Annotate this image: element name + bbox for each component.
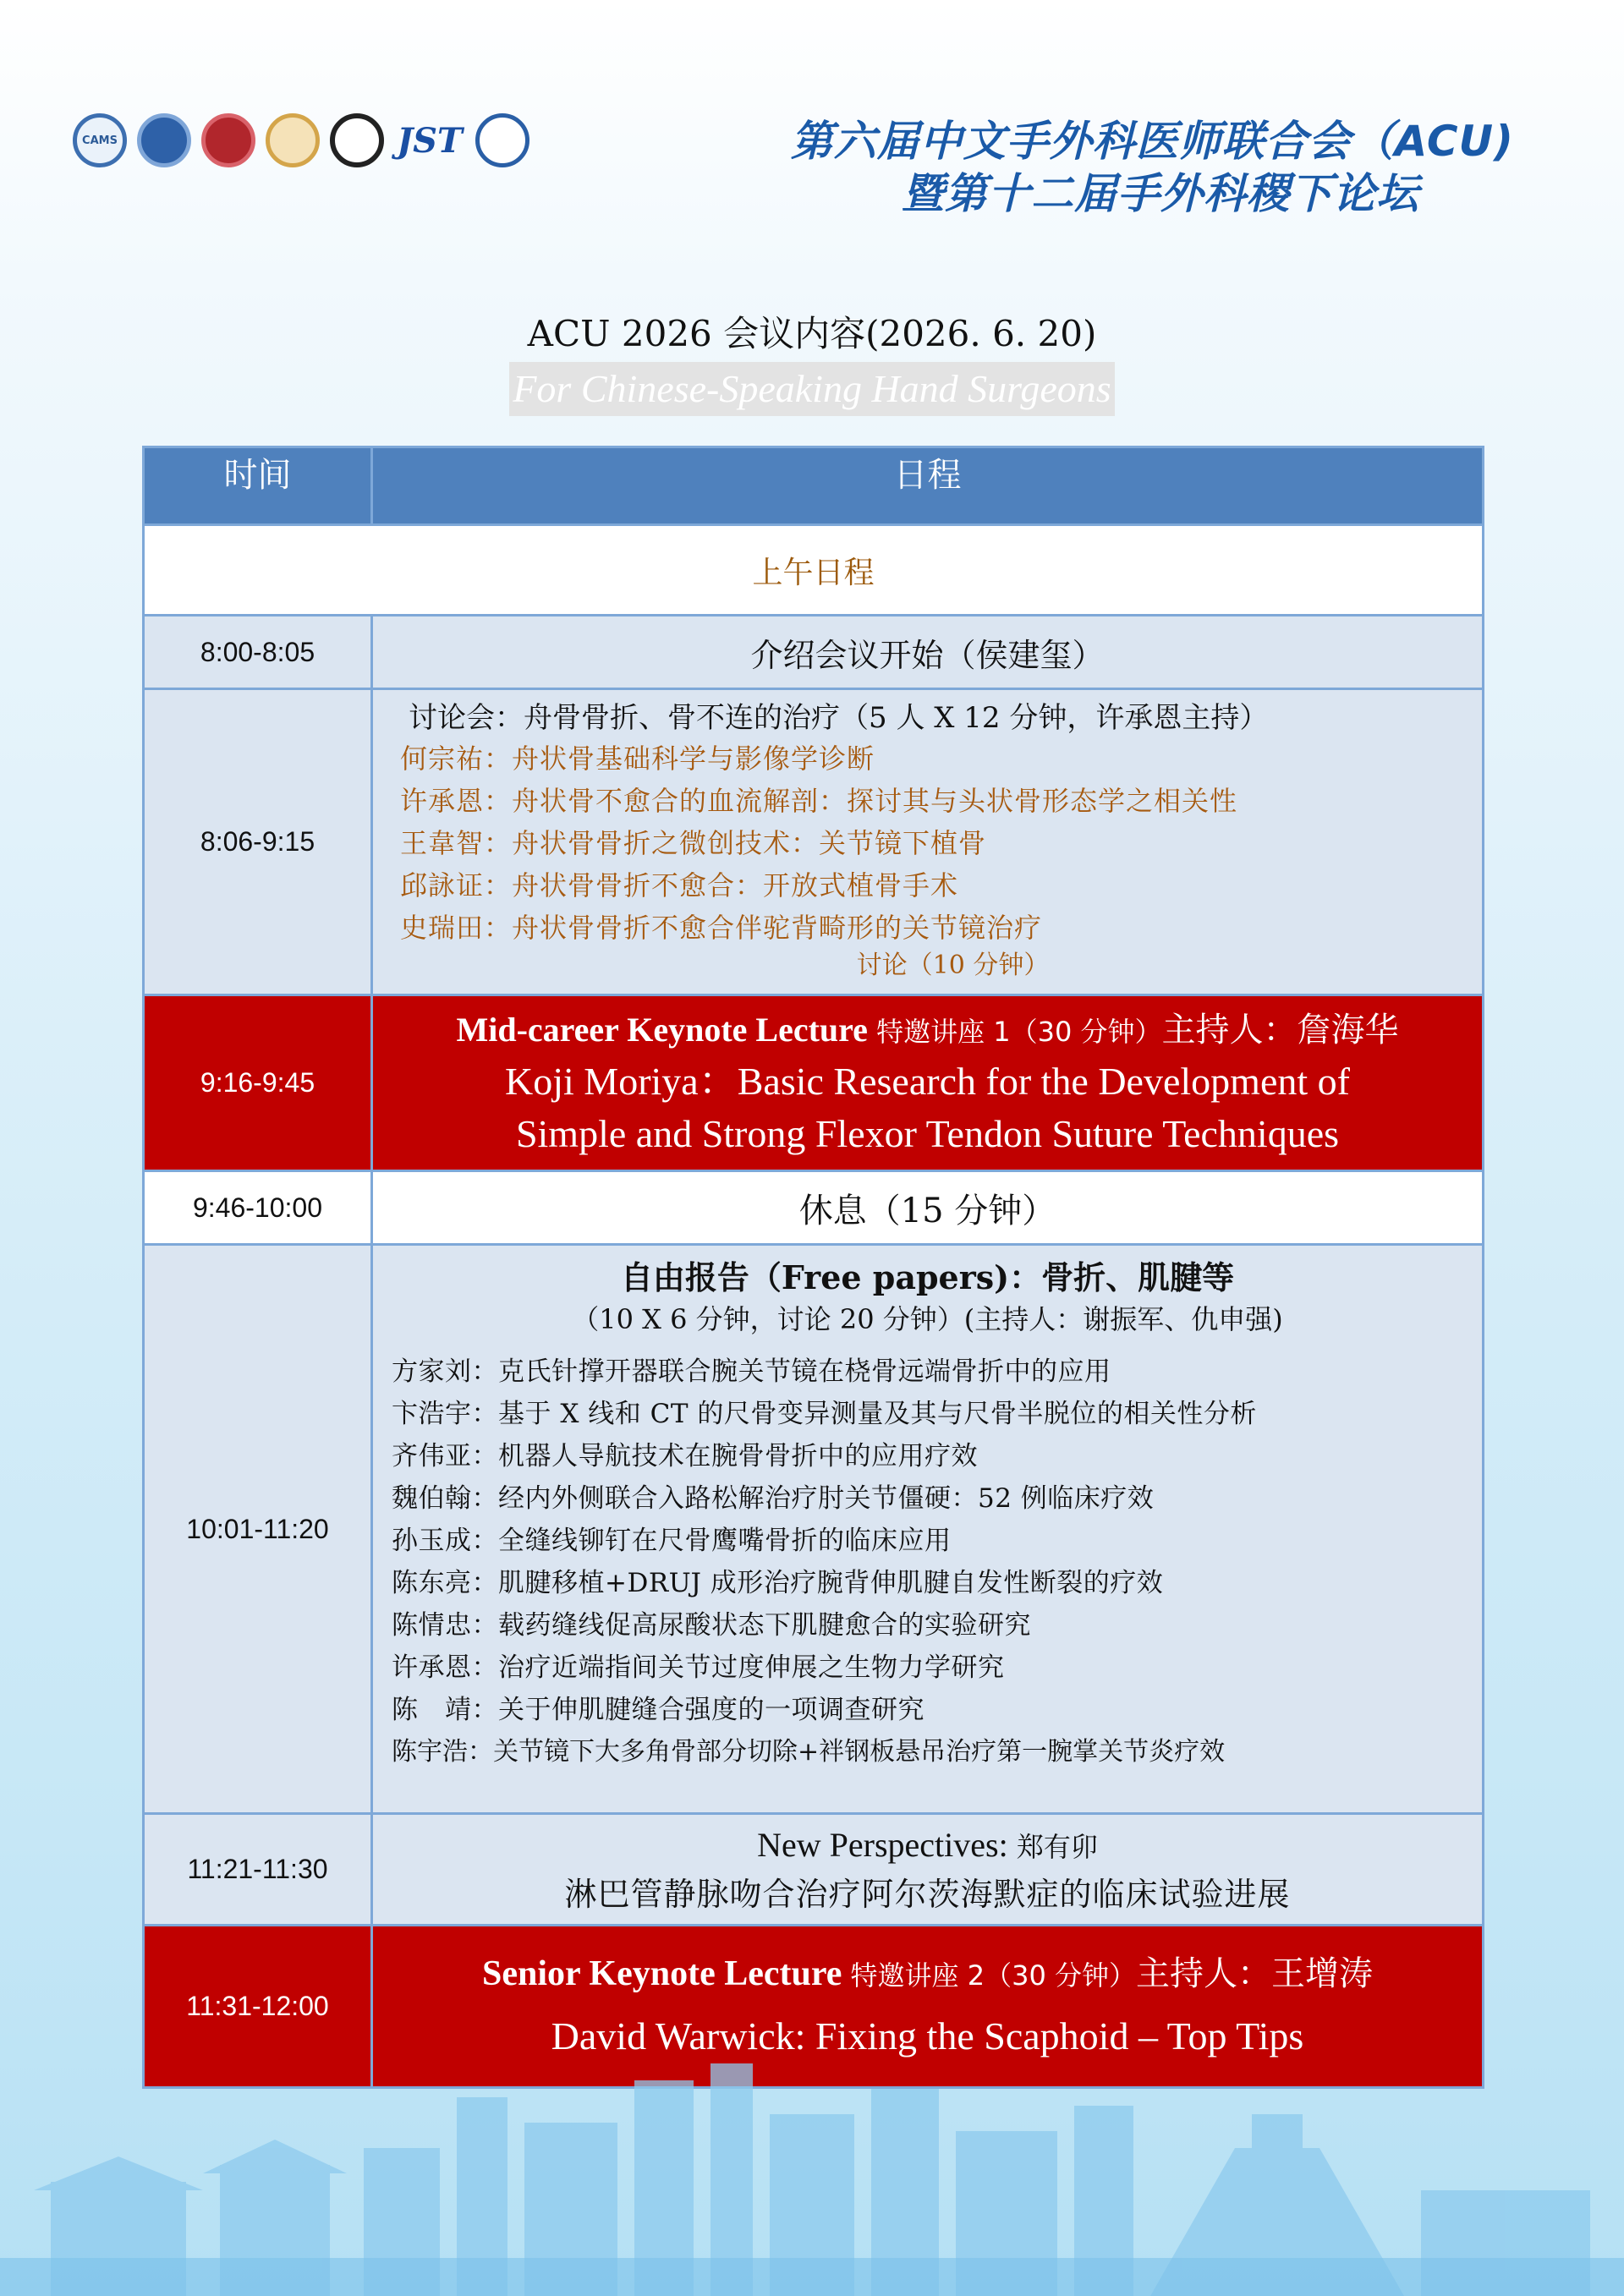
list-item: 陈 靖：关于伸肌腱缝合强度的一项调查研究	[392, 1695, 924, 1725]
keynote-title: Senior Keynote Lecture	[482, 1954, 842, 1993]
sponsor-logos	[73, 113, 529, 167]
medical-society-logo	[137, 113, 191, 167]
table-row	[144, 1814, 1484, 1926]
list-item: 史瑞田：舟状骨骨折不愈合伴驼背畸形的关节镜治疗	[400, 912, 1043, 944]
table-row	[144, 689, 1484, 995]
hospital-logo	[266, 113, 320, 167]
keynote-title-zh: 特邀讲座 1（30 分钟）	[867, 1015, 1162, 1048]
keynote-host: 主持人：王增涛	[1135, 1954, 1373, 1993]
conference-title-line2: 暨第十二届手外科稷下论坛	[902, 169, 1419, 218]
list-item: 陈宇浩：关节镜下大多角骨部分切除+袢钢板悬吊治疗第一腕掌关节炎疗效	[392, 1737, 1226, 1767]
jst-logo: JST	[397, 120, 463, 161]
time-cell: 8:00-8:05	[144, 616, 372, 689]
time-cell: 11:21-11:30	[144, 1814, 372, 1926]
agenda-cell: 介绍会议开始（侯建玺）	[372, 616, 1484, 689]
institute-logo	[475, 113, 529, 167]
free-papers-cell	[372, 1245, 1484, 1814]
am-section-label: 上午日程	[144, 525, 1484, 616]
list-item: 陈情忠：载药缝线促高尿酸状态下肌腱愈合的实验研究	[392, 1610, 1031, 1641]
city-skyline-illustration	[0, 2063, 1624, 2296]
list-item: 魏伯翰：经内外侧联合入路松解治疗肘关节僵硬：52 例临床疗效	[392, 1483, 1155, 1514]
list-item: 王韋智：舟状骨骨折之微创技术：关节镜下植骨	[400, 827, 987, 859]
keynote-title: Mid-career Keynote Lecture	[456, 1010, 868, 1049]
time-cell: 10:01-11:20	[144, 1245, 372, 1814]
table-row	[144, 995, 1484, 1171]
cams-logo: CAMS	[73, 113, 127, 167]
forum-logo	[330, 113, 384, 167]
time-cell: 8:06-9:15	[144, 689, 372, 995]
discussion-cell	[372, 689, 1484, 995]
time-cell: 9:46-10:00	[144, 1171, 372, 1245]
table-row	[144, 1171, 1484, 1245]
break-cell: 休息（15 分钟）	[372, 1171, 1484, 1245]
free-papers-heading: 自由报告（Free papers)：骨折、肌腱等	[620, 1258, 1235, 1296]
program-tagline: For Chinese-Speaking Hand Surgeons	[509, 362, 1114, 416]
keynote-host: 主持人：詹海华	[1161, 1010, 1399, 1049]
col-header-agenda: 日程	[372, 447, 1484, 525]
new-perspectives-topic: 淋巴管静脉吻合治疗阿尔茨海默症的临床试验进展	[564, 1875, 1291, 1913]
list-item: 许承恩：舟状骨不愈合的血流解剖：探讨其与头状骨形态学之相关性	[400, 785, 1238, 817]
list-item: 邱詠证：舟状骨骨折不愈合：开放式植骨手术	[400, 869, 959, 901]
schedule-table	[142, 446, 1484, 2089]
keynote-line: Koji Moriya：Basic Research for the Development of	[505, 1059, 1350, 1103]
list-item: 许承恩：治疗近端指间关节过度伸展之生物力学研究	[392, 1652, 1005, 1683]
list-item: 齐伟亚：机器人导航技术在腕骨骨折中的应用疗效	[392, 1441, 978, 1471]
table-header-row	[144, 447, 1484, 525]
conference-title-line1: 第六届中文手外科医师联合会（ACU)	[790, 117, 1514, 166]
table-row	[144, 616, 1484, 689]
time-cell: 11:31-12:00	[144, 1926, 372, 2088]
list-item: 孙玉成：全缝线铆钉在尺骨鹰嘴骨折的临床应用	[392, 1526, 952, 1556]
free-papers-subheading: （10 X 6 分钟，讨论 20 分钟）(主持人：谢振军、仇申强)	[572, 1303, 1283, 1335]
conference-title	[791, 115, 1514, 220]
list-item: 卞浩宇：基于 X 线和 CT 的尺骨变异测量及其与尺骨半脱位的相关性分析	[392, 1399, 1257, 1429]
am-section-row	[144, 525, 1484, 616]
keynote-line: Simple and Strong Flexor Tendon Suture Techniques	[515, 1111, 1340, 1155]
keynote-cell	[372, 995, 1484, 1171]
table-row	[144, 1245, 1484, 1814]
program-subtitle: ACU 2026 会议内容(2026. 6. 20)	[527, 313, 1097, 354]
new-perspectives-cell	[372, 1814, 1484, 1926]
list-item: 方家刘：克氏针撑开器联合腕关节镜在桡骨远端骨折中的应用	[392, 1356, 1111, 1387]
keynote-line: David Warwick: Fixing the Scaphoid – Top Tips	[551, 2014, 1304, 2058]
keynote-title-zh: 特邀讲座 2（30 分钟）	[842, 1959, 1136, 1992]
col-header-time: 时间	[144, 447, 372, 525]
list-item: 何宗祐：舟状骨基础科学与影像学诊断	[400, 743, 875, 775]
time-cell: 9:16-9:45	[144, 995, 372, 1171]
new-perspectives-speaker: 郑有卯	[1007, 1830, 1098, 1863]
discussion-heading: 讨论会：舟骨骨折、骨不连的治疗（5 人 X 12 分钟，许承恩主持）	[409, 701, 1269, 735]
new-perspectives-label: New Perspectives:	[757, 1825, 1008, 1864]
list-item: 陈东亮：肌腱移植+DRUJ 成形治疗腕背伸肌腱自发性断裂的疗效	[392, 1568, 1164, 1598]
university-seal-logo	[201, 113, 255, 167]
discussion-footer: 讨论（10 分钟）	[856, 951, 1050, 980]
